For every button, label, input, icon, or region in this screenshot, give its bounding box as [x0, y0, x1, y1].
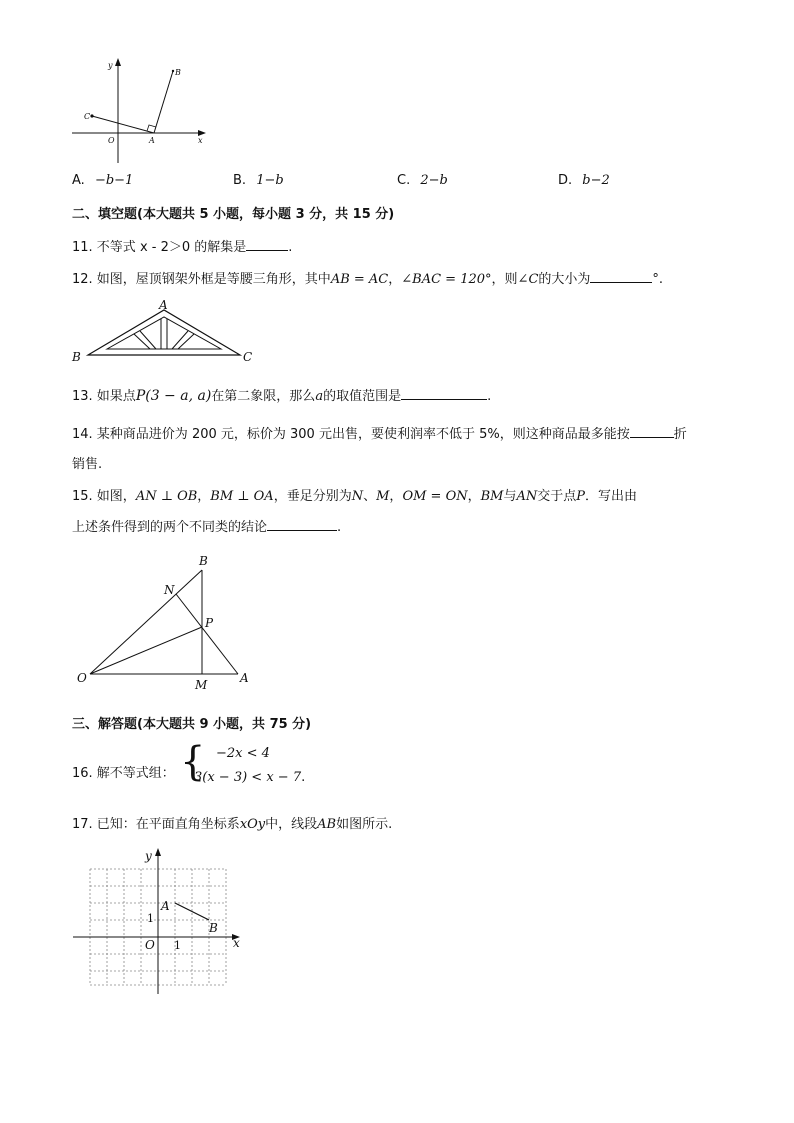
choice-letter: B. — [233, 173, 247, 188]
q15-p: P — [576, 489, 586, 504]
truss-bar — [172, 331, 188, 349]
q12-sep: ， — [388, 272, 402, 287]
q13-mid: 在第二象限，那么 — [211, 389, 316, 404]
choice-expr: 2−b — [420, 173, 448, 188]
q15-text: ．写出由 — [585, 489, 638, 504]
y-arrow — [155, 848, 161, 856]
q12-eq-angle-bac: ∠BAC = 120° — [401, 272, 492, 287]
q17-text: 17. 已知：在平面直角坐标系 — [72, 817, 240, 832]
y-arrow — [115, 58, 121, 66]
label-a: A — [159, 298, 168, 312]
q15-sep: ， — [467, 489, 481, 504]
section2-title: 二、填空题(本大题共 5 小题，每小题 3 分，共 15 分) — [72, 207, 395, 222]
q11-answer-blank[interactable] — [246, 238, 288, 251]
q15-m: M — [376, 489, 390, 504]
q15-cond-an-ob: AN ⊥ OB — [135, 489, 198, 504]
segment-ab — [154, 71, 173, 133]
question-15-line1 — [72, 485, 637, 504]
q12-answer-blank[interactable] — [590, 270, 652, 283]
label-a: A — [240, 671, 249, 685]
label-y: y — [108, 61, 113, 70]
segment-ca — [92, 116, 154, 133]
question-12 — [72, 268, 663, 287]
label-a: A — [149, 136, 155, 145]
label-y: y — [145, 849, 152, 863]
q17-grid-figure — [70, 844, 250, 994]
section3-title: 三、解答题(本大题共 9 小题，共 75 分) — [72, 717, 312, 732]
q10-figure — [70, 58, 220, 168]
label-a: A — [161, 899, 170, 913]
q13-text: 13. 如果点 — [72, 389, 136, 404]
choice-letter: C. — [397, 173, 411, 188]
label-n: N — [164, 583, 175, 597]
q15-an: AN — [516, 489, 538, 504]
q13-point: P(3 − a, a) — [135, 388, 212, 404]
label-x: x — [198, 136, 203, 145]
q17-segment: AB — [317, 817, 337, 832]
label-b: B — [175, 68, 181, 77]
q16-inequality-2-text: 3(x − 3) < x − 7 — [194, 770, 302, 785]
segment-ob — [90, 570, 202, 674]
q15-bm: BM — [480, 489, 504, 504]
label-o: O — [77, 671, 87, 685]
label-p: P — [205, 616, 214, 630]
question-16-label: 16. 解不等式组： — [72, 766, 175, 781]
system-brace: { — [180, 739, 206, 785]
truss-bar — [134, 334, 150, 349]
q12-angle-c: ∠C — [517, 272, 539, 287]
q17-system: xOy — [239, 817, 266, 832]
q16-end: . — [301, 770, 306, 785]
q13-var: a — [315, 389, 324, 404]
question-11 — [72, 236, 292, 255]
label-x: x — [233, 936, 240, 950]
truss-bar — [140, 331, 156, 349]
q11-text: 11. 不等式 x - 2＞0 的解集是 — [72, 240, 247, 255]
q15-figure — [72, 552, 262, 692]
label-b: B — [72, 350, 81, 364]
q15-end: . — [337, 520, 342, 535]
q17-post: 如图所示. — [336, 817, 393, 832]
q15-text: 交于点 — [537, 489, 577, 504]
label-o: O — [108, 136, 115, 145]
label-c: C — [243, 350, 253, 364]
q14-text: 14. 某种商品进价为 200 元，标价为 300 元出售，要使利润率不低于 5%，则这种商品最多能按 — [72, 427, 630, 442]
q15-answer-blank[interactable] — [267, 518, 337, 531]
label-c: C — [84, 112, 91, 121]
choice-letter: D. — [558, 173, 573, 188]
choice-letter: A. — [72, 173, 85, 188]
choice-d — [558, 173, 610, 188]
tick-1-x: 1 — [174, 939, 181, 952]
choice-expr: b−2 — [582, 173, 610, 188]
point-c — [90, 114, 93, 117]
q15-cond-om-on: OM = ON — [402, 489, 468, 504]
choice-c — [397, 173, 448, 188]
choice-b — [233, 173, 284, 188]
question-15-line2 — [72, 516, 341, 535]
q13-post: 的取值范围是 — [323, 389, 402, 404]
point-b — [172, 70, 174, 72]
question-17 — [72, 813, 392, 832]
q15-text: ，垂足分别为 — [273, 489, 352, 504]
question-14-line1 — [72, 423, 687, 442]
q15-sep: 、 — [363, 489, 377, 504]
question-13 — [72, 385, 491, 404]
q15-text: 上述条件得到的两个不同类的结论 — [72, 520, 268, 535]
q15-text: 与 — [503, 489, 517, 504]
q12-text: 12. 如图，屋顶钢架外框是等腰三角形，其中 — [72, 272, 331, 287]
choice-expr: 1−b — [256, 173, 284, 188]
label-o: O — [145, 938, 155, 952]
label-b: B — [199, 554, 208, 568]
q17-mid: 中，线段 — [265, 817, 318, 832]
choice-expr: −b−1 — [94, 173, 134, 188]
label-m: M — [195, 678, 208, 692]
q12-unit: °. — [652, 272, 664, 287]
truss-bar — [178, 334, 194, 349]
q15-sep: ， — [389, 489, 403, 504]
q16-inequality-2 — [194, 770, 305, 785]
q12-truss-figure — [70, 298, 260, 364]
q15-sep: ， — [197, 489, 211, 504]
q12-post: 的大小为 — [538, 272, 591, 287]
q11-end: . — [288, 240, 293, 255]
q13-end: . — [487, 389, 492, 404]
segment-op — [90, 627, 202, 674]
q14-unit: 折 — [673, 427, 687, 442]
q12-eq-ab-ac: AB = AC — [330, 272, 389, 287]
q13-answer-blank[interactable] — [401, 387, 487, 400]
q15-n: N — [351, 489, 364, 504]
label-b: B — [209, 921, 218, 935]
q16-inequality-1: −2x < 4 — [216, 746, 270, 761]
question-14-line2: 销售. — [72, 457, 103, 472]
choice-a — [72, 173, 133, 188]
q15-cond-bm-oa: BM ⊥ OA — [210, 489, 274, 504]
q15-text: 15. 如图， — [72, 489, 136, 504]
tick-1-y: 1 — [147, 912, 154, 925]
q12-mid: ，则 — [491, 272, 518, 287]
q14-answer-blank[interactable] — [630, 425, 674, 438]
